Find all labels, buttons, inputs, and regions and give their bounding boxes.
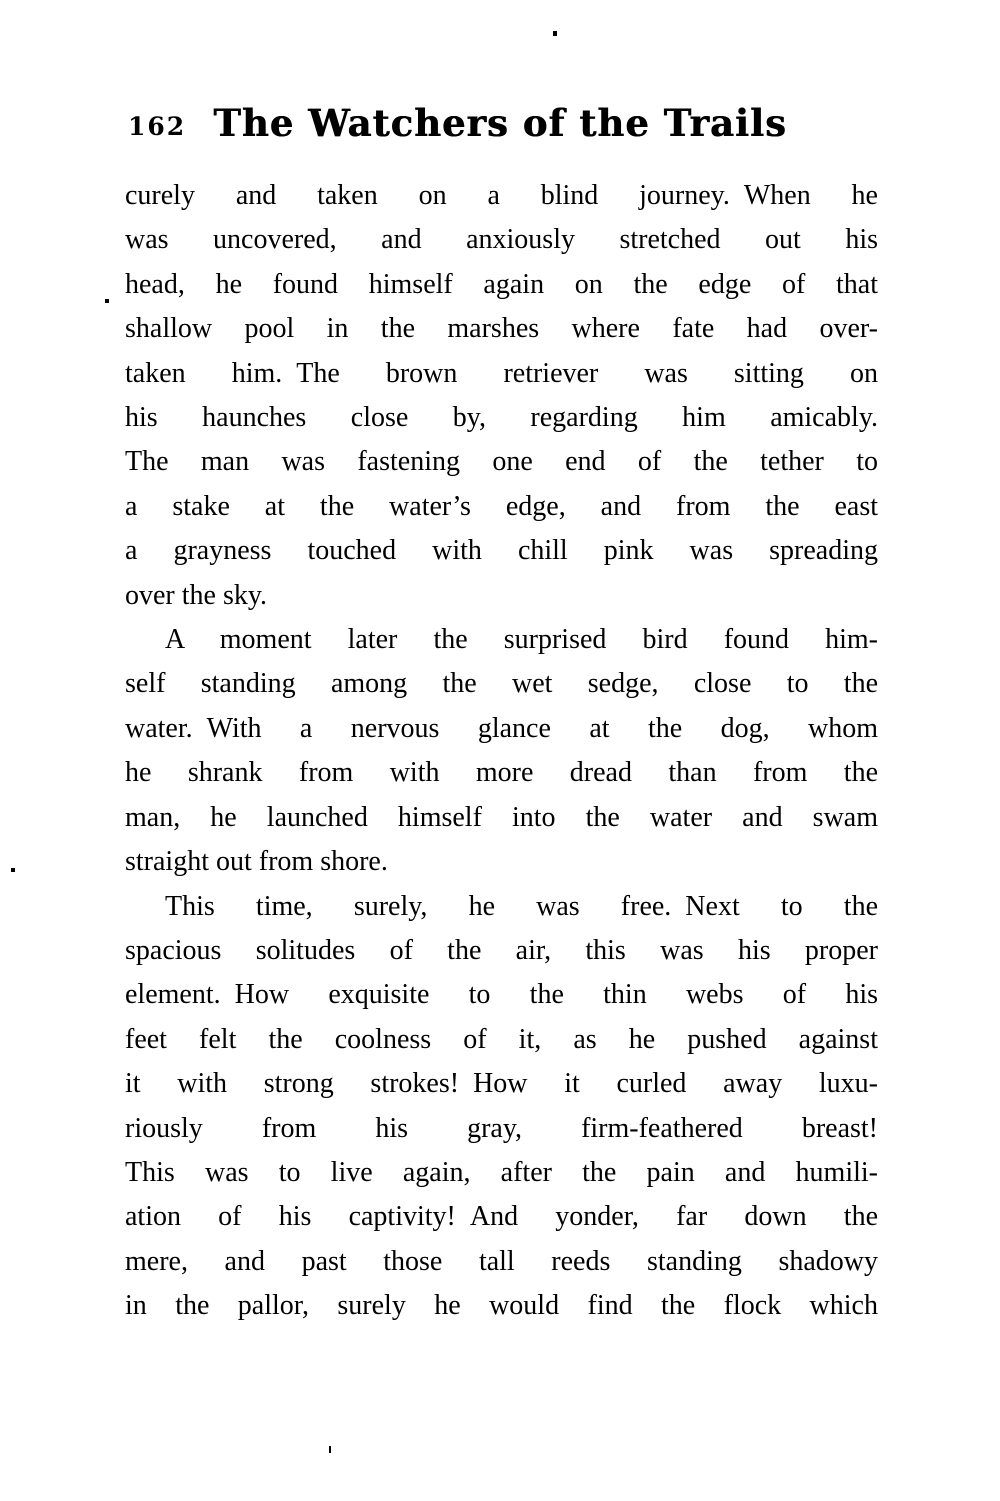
page-body: [125, 174, 878, 1329]
scan-speck: [329, 1446, 331, 1453]
paragraph: [125, 885, 878, 1329]
text-line: was uncovered, and anxiously stretched out his: [125, 224, 878, 256]
page-number: 162: [128, 112, 187, 141]
running-title: The Watchers of the Trails: [213, 101, 787, 145]
text-line: This time, surely, he was free. Next to the: [165, 890, 878, 922]
text-line: a grayness touched with chill pink was spreading: [125, 535, 878, 567]
text-line: mere, and past those tall reeds standing shadowy: [125, 1245, 878, 1277]
text-line: he shrank from with more dread than from the: [125, 757, 878, 789]
text-line: The man was fastening one end of the tether to: [125, 446, 878, 478]
paragraph: [125, 618, 878, 884]
text-line: feet felt the coolness of it, as he pushed against: [125, 1023, 878, 1055]
text-line: over the sky.: [125, 579, 268, 611]
text-line: straight out from shore.: [125, 846, 388, 878]
text-line: spacious solitudes of the air, this was his proper: [125, 934, 878, 966]
text-line: taken him. The brown retriever was sitting on: [125, 357, 878, 389]
scan-speck: [553, 31, 557, 36]
text-line: his haunches close by, regarding him amicably.: [125, 402, 878, 434]
text-line: water. With a nervous glance at the dog, whom: [125, 712, 878, 744]
text-line: a stake at the water’s edge, and from the east: [125, 490, 878, 522]
text-line: This was to live again, after the pain and humili-: [125, 1156, 878, 1188]
scan-speck: [105, 299, 109, 303]
paragraph: [125, 174, 878, 618]
text-line: curely and taken on a blind journey. When he: [125, 180, 878, 211]
text-line: head, he found himself again on the edge of that: [125, 268, 878, 300]
text-line: riously from his gray, firm-feathered breast!: [125, 1112, 878, 1144]
text-line: ation of his captivity! And yonder, far down the: [125, 1201, 878, 1233]
scan-speck: [11, 868, 15, 872]
text-line: it with strong strokes! How it curled away luxu-: [125, 1068, 878, 1100]
text-line: shallow pool in the marshes where fate had over-: [125, 313, 878, 345]
text-line: element. How exquisite to the thin webs of his: [125, 979, 878, 1011]
text-line: in the pallor, surely he would find the flock which: [125, 1290, 878, 1322]
text-line: self standing among the wet sedge, close to the: [125, 668, 878, 700]
text-line: A moment later the surprised bird found him-: [165, 624, 878, 656]
text-line: man, he launched himself into the water and swam: [125, 801, 878, 833]
